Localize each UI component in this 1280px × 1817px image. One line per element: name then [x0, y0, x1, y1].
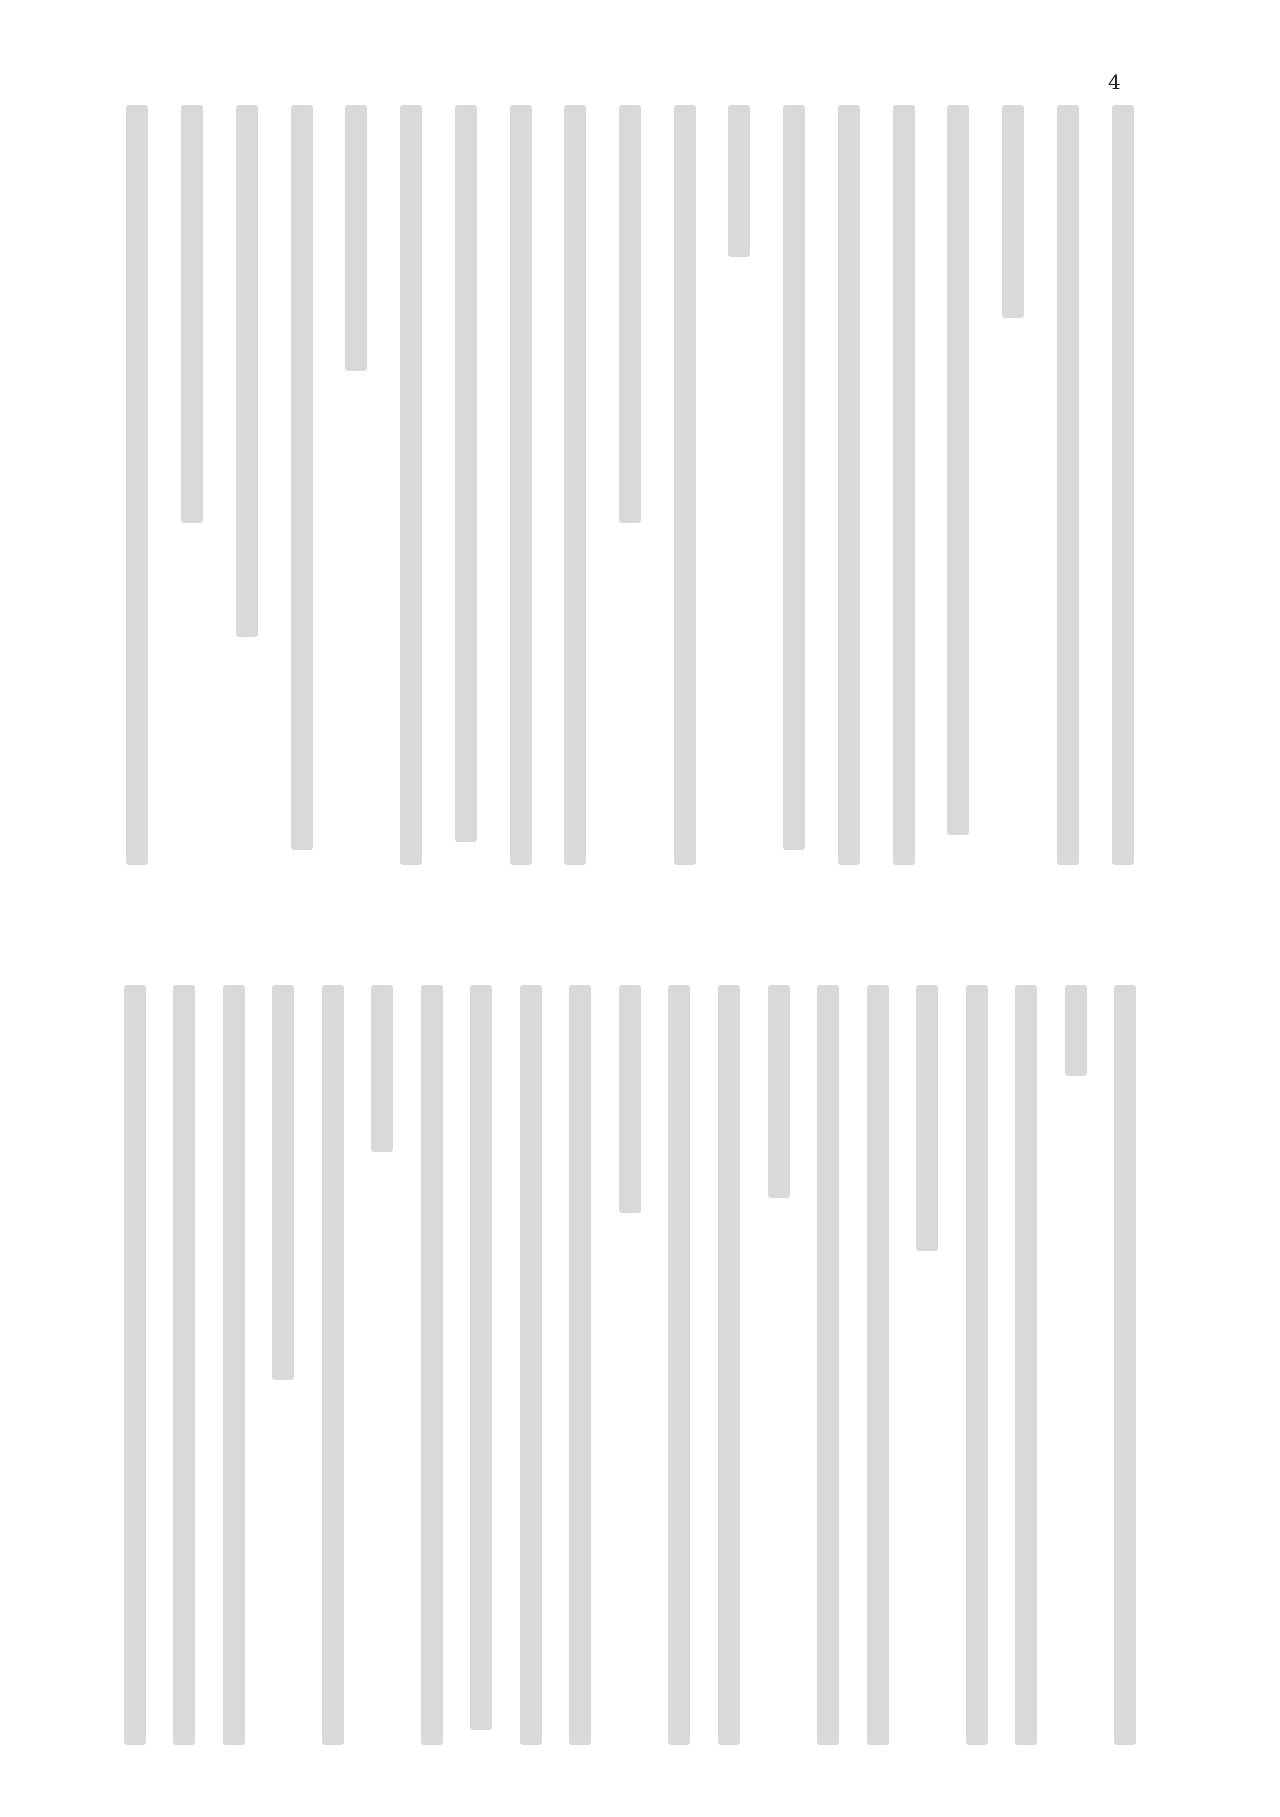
redacted-line — [1015, 985, 1037, 1745]
redacted-line — [893, 105, 915, 865]
redacted-line — [619, 985, 641, 1213]
redacted-line — [400, 105, 422, 865]
redacted-line — [564, 105, 586, 865]
text-column-placeholder — [438, 105, 493, 865]
redacted-line — [1112, 105, 1134, 865]
redacted-line — [817, 985, 839, 1745]
redacted-line — [173, 985, 195, 1745]
text-column-placeholder — [822, 105, 877, 865]
text-column-placeholder — [384, 105, 439, 865]
text-column-placeholder — [605, 985, 655, 1745]
redacted-line — [718, 985, 740, 1745]
text-column-placeholder — [754, 985, 804, 1745]
text-column-placeholder — [110, 985, 160, 1745]
text-column-placeholder — [952, 985, 1002, 1745]
text-column-placeholder — [110, 105, 165, 865]
redacted-line — [838, 105, 860, 865]
redacted-line — [470, 985, 492, 1730]
redacted-line — [1002, 105, 1024, 318]
redacted-line — [668, 985, 690, 1745]
redacted-line — [867, 985, 889, 1745]
redacted-line — [520, 985, 542, 1745]
redacted-line — [272, 985, 294, 1380]
text-column-placeholder — [506, 985, 556, 1745]
redacted-line — [966, 985, 988, 1745]
text-column-placeholder — [1051, 985, 1101, 1745]
redacted-line — [455, 105, 477, 842]
redacted-line — [223, 985, 245, 1745]
text-column-placeholder — [1041, 105, 1096, 865]
text-column-placeholder — [931, 105, 986, 865]
text-column-placeholder — [457, 985, 507, 1745]
text-column-placeholder — [704, 985, 754, 1745]
redacted-line — [126, 105, 148, 865]
redacted-line — [236, 105, 258, 637]
redacted-line — [916, 985, 938, 1251]
text-column-placeholder — [308, 985, 358, 1745]
text-column-placeholder — [1100, 985, 1150, 1745]
text-column-placeholder — [712, 105, 767, 865]
text-column-placeholder — [493, 105, 548, 865]
text-column-placeholder — [274, 105, 329, 865]
text-column-placeholder — [159, 985, 209, 1745]
text-column-placeholder — [603, 105, 658, 865]
text-column-placeholder — [329, 105, 384, 865]
redacted-line — [783, 105, 805, 850]
text-column-placeholder — [358, 985, 408, 1745]
text-block-top — [110, 105, 1150, 865]
text-column-placeholder — [657, 105, 712, 865]
redacted-line — [371, 985, 393, 1152]
redacted-line — [124, 985, 146, 1745]
text-column-placeholder — [407, 985, 457, 1745]
redacted-line — [322, 985, 344, 1745]
text-column-placeholder — [258, 985, 308, 1745]
redacted-line — [1057, 105, 1079, 865]
redacted-line — [181, 105, 203, 523]
redacted-line — [728, 105, 750, 257]
redacted-line — [421, 985, 443, 1745]
text-column-placeholder — [1095, 105, 1150, 865]
text-column-placeholder — [853, 985, 903, 1745]
text-column-placeholder — [767, 105, 822, 865]
text-column-placeholder — [165, 105, 220, 865]
redacted-line — [1065, 985, 1087, 1076]
redacted-line — [619, 105, 641, 523]
text-column-placeholder — [209, 985, 259, 1745]
redacted-line — [345, 105, 367, 371]
redacted-line — [291, 105, 313, 850]
text-column-placeholder — [220, 105, 275, 865]
text-column-placeholder — [803, 985, 853, 1745]
text-column-placeholder — [876, 105, 931, 865]
text-column-placeholder — [986, 105, 1041, 865]
text-column-placeholder — [902, 985, 952, 1745]
redacted-line — [768, 985, 790, 1198]
redacted-line — [1114, 985, 1136, 1745]
redacted-line — [674, 105, 696, 865]
redacted-line — [947, 105, 969, 835]
text-column-placeholder — [556, 985, 606, 1745]
page-number: 4 — [1108, 70, 1121, 94]
text-block-bottom — [110, 985, 1150, 1745]
text-column-placeholder — [655, 985, 705, 1745]
redacted-line — [569, 985, 591, 1745]
redacted-line — [510, 105, 532, 865]
text-column-placeholder — [1001, 985, 1051, 1745]
text-column-placeholder — [548, 105, 603, 865]
